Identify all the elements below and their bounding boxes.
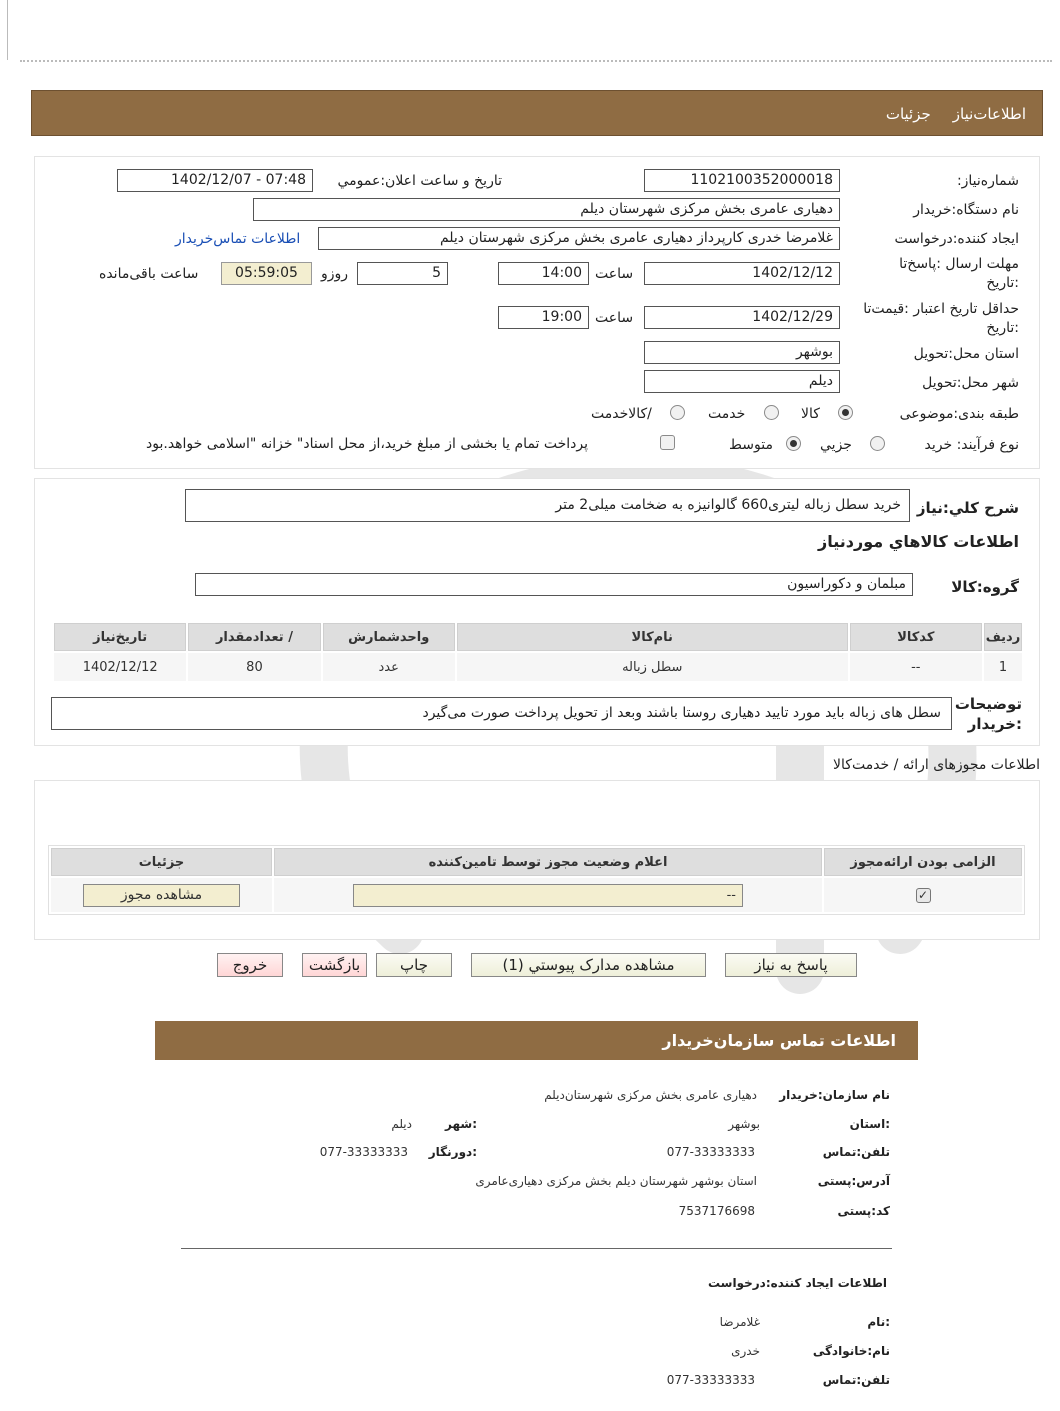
back-button[interactable]: بازگشت	[302, 953, 367, 977]
deadline-date-field: 1402/12/12	[644, 262, 840, 285]
goods-info-title: اطلاعات كالاهاي موردنياز	[818, 532, 1019, 551]
col-qty: / تعدادمقدار	[188, 623, 320, 651]
attachments-button[interactable]: مشاهده مدارک پیوستي (1)	[471, 953, 706, 977]
validity-time-label: ساعت	[595, 310, 634, 326]
creator-phone-label: تلفن:تماس	[822, 1373, 890, 1387]
table-row	[54, 653, 1022, 681]
deadline-label-2: :تاریخ	[986, 275, 1019, 291]
print-button[interactable]: چاپ	[376, 953, 452, 977]
buyer-contact-header	[155, 1021, 918, 1060]
view-permit-button[interactable]: مشاهده مجوز	[83, 884, 240, 907]
description-label: شرح كلي:نیاز	[916, 499, 1019, 517]
deadline-time-label: ساعت	[595, 266, 634, 282]
radio-service-label: خدمت	[708, 406, 746, 422]
city-label: شهر محل:تحویل	[922, 375, 1019, 391]
process-type-label: نوع فرآیند: خرید	[924, 437, 1019, 453]
cell-code: --	[850, 653, 982, 681]
col-permit-details: جزئیات	[51, 848, 272, 876]
validity-label: حداقل تاریخ اعتبار :قیمت‌تا	[863, 301, 1019, 317]
cell-permit-status	[274, 878, 822, 912]
col-row: ردیف	[984, 623, 1022, 651]
treasury-payment-checkbox[interactable]	[660, 435, 675, 450]
tab-details[interactable]: جزئیات	[885, 105, 931, 123]
col-permit-status: اعلام وضعیت مجوز توسط تامین‌کننده	[274, 848, 822, 876]
contact-postal-label: کد:پستی	[837, 1204, 890, 1218]
permits-table	[48, 845, 1025, 915]
city-field: دیلم	[644, 370, 840, 393]
cell-name: سطل زباله	[457, 653, 848, 681]
validity-label-2: :تاریخ	[986, 320, 1019, 336]
province-field: بوشهر	[644, 341, 840, 364]
radio-partial-label: جزيي	[820, 437, 852, 453]
description-field: خرید سطل زباله لیتری660 گالوانیزه به ضخامت میلی2 متر	[185, 489, 910, 522]
validity-date-field: 1402/12/29	[644, 306, 840, 329]
contact-province-label: :استان	[849, 1117, 890, 1131]
cell-date: 1402/12/12	[54, 653, 186, 681]
contact-address-value: استان بوشهر شهرستان دیلم بخش مرکزی دهیاری‌عامری	[475, 1174, 757, 1188]
need-number-label: شماره‌نیاز:	[956, 173, 1019, 189]
col-unit: واحدشمارش	[323, 623, 455, 651]
exit-button[interactable]: خروج	[217, 953, 283, 977]
creator-family-value: خدری	[731, 1344, 760, 1358]
goods-group-label: گروه:کالا	[951, 578, 1019, 596]
permit-required-checkbox: ✓	[916, 888, 931, 903]
radio-goods-label: کالا	[801, 406, 820, 422]
permit-status-field: --	[353, 884, 743, 907]
permits-title: اطلاعات مجوزهای ارائه / خدمت‌کالا	[833, 757, 1040, 773]
creator-field: غلامرضا خدری کارپرداز دهیاری عامری بخش مرکزی شهرستان دیلم	[318, 227, 840, 250]
buyer-notes-label: توضیحات	[954, 695, 1022, 713]
radio-service[interactable]	[764, 405, 779, 420]
contact-fax-value: 077-33333333	[319, 1145, 408, 1159]
creator-family-label: نام:خانوادگی	[812, 1344, 890, 1358]
contact-postal-value: 7537176698	[678, 1204, 755, 1218]
dotted-divider	[20, 60, 1052, 62]
category-label: طبقه بندی:موضوعی	[899, 406, 1019, 422]
contact-fax-label: :دورنگار	[428, 1145, 477, 1159]
creator-name-label: :نام	[867, 1315, 890, 1329]
buyer-notes-label-2: :خریدار	[967, 715, 1022, 733]
contact-divider	[181, 1248, 892, 1249]
announce-label: تاریخ و ساعت اعلان:عمومي	[337, 173, 502, 189]
days-label: روزو	[321, 266, 349, 282]
contact-city-label: :شهر	[445, 1117, 477, 1131]
radio-medium-label: متوسط	[729, 437, 773, 453]
radio-goods-service[interactable]	[670, 405, 685, 420]
col-date: تاریخ‌نیاز	[54, 623, 186, 651]
goods-table-header	[54, 623, 1022, 651]
creator-label: ایجاد کننده:درخواست	[894, 231, 1019, 247]
need-number-field: 1102100352000018	[644, 169, 840, 192]
deadline-time-field: 14:00	[498, 262, 589, 285]
contact-province-value: بوشهر	[728, 1117, 760, 1131]
creator-phone-value: 077-33333333	[666, 1373, 755, 1387]
tab-need-info[interactable]: اطلاعات‌نیاز	[952, 105, 1026, 123]
table-row	[51, 878, 1022, 912]
org-field: دهیاری عامری بخش مرکزی شهرستان دیلم	[253, 198, 840, 221]
contact-address-label: آدرس:پستی	[817, 1174, 890, 1188]
remaining-time-field: 05:59:05	[221, 262, 312, 285]
creator-info-title: اطلاعات ایجاد کننده:درخواست	[707, 1276, 887, 1290]
contact-city-value: دیلم	[391, 1117, 412, 1131]
cell-unit: عدد	[323, 653, 455, 681]
radio-goods[interactable]	[838, 405, 853, 420]
contact-phone-value: 077-33333333	[666, 1145, 755, 1159]
page-edge-line	[7, 0, 8, 60]
col-permit-required: الزامی بودن ارائه‌مجوز	[824, 848, 1022, 876]
buyer-notes-field: سطل های زباله باید مورد تایید دهیاری روستا باشند وبعد از تحویل پرداخت صورت می‌گیرد	[51, 697, 952, 730]
province-label: استان محل:تحویل	[913, 346, 1019, 362]
col-code: کدکالا	[850, 623, 982, 651]
radio-partial[interactable]	[870, 436, 885, 451]
page-header-bar	[31, 90, 1043, 136]
buyer-contact-link[interactable]: اطلاعات تماس‌خریدار	[175, 231, 301, 247]
cell-qty: 80	[188, 653, 320, 681]
cell-permit-details	[51, 878, 272, 912]
days-field: 5	[357, 262, 448, 285]
org-label: نام دستگاه:خریدار	[913, 202, 1019, 218]
col-name: نام‌کالا	[457, 623, 848, 651]
radio-goods-service-label: /کالاخدمت	[591, 406, 652, 422]
treasury-payment-label: پرداخت تمام یا بخشی از مبلغ خرید،از محل اسناد" خزانه "اسلامی خواهد.بود	[146, 436, 589, 452]
announce-field: 1402/12/07 - 07:48	[117, 169, 313, 192]
validity-time-field: 19:00	[498, 306, 589, 329]
cell-row: 1	[984, 653, 1022, 681]
radio-medium[interactable]	[786, 436, 801, 451]
remaining-label: ساعت باقی‌مانده	[99, 266, 199, 282]
deadline-label: مهلت ارسال :پاسخ‌تا	[899, 256, 1019, 272]
buyer-contact-title: اطلاعات تماس سازمان‌خریدار	[662, 1031, 896, 1050]
reply-button[interactable]: پاسخ به نیاز	[725, 953, 857, 977]
creator-name-value: غلامرضا	[719, 1315, 760, 1329]
contact-org-label: نام سازمان:خریدار	[779, 1088, 890, 1102]
goods-group-field: مبلمان و دکوراسیون	[195, 573, 913, 596]
goods-table	[52, 621, 1024, 683]
contact-org-value: دهیاری عامری بخش مرکزی شهرستان‌دیلم	[544, 1088, 757, 1102]
permits-table-header	[51, 848, 1022, 876]
cell-permit-required	[824, 878, 1022, 912]
contact-phone-label: تلفن:تماس	[822, 1145, 890, 1159]
